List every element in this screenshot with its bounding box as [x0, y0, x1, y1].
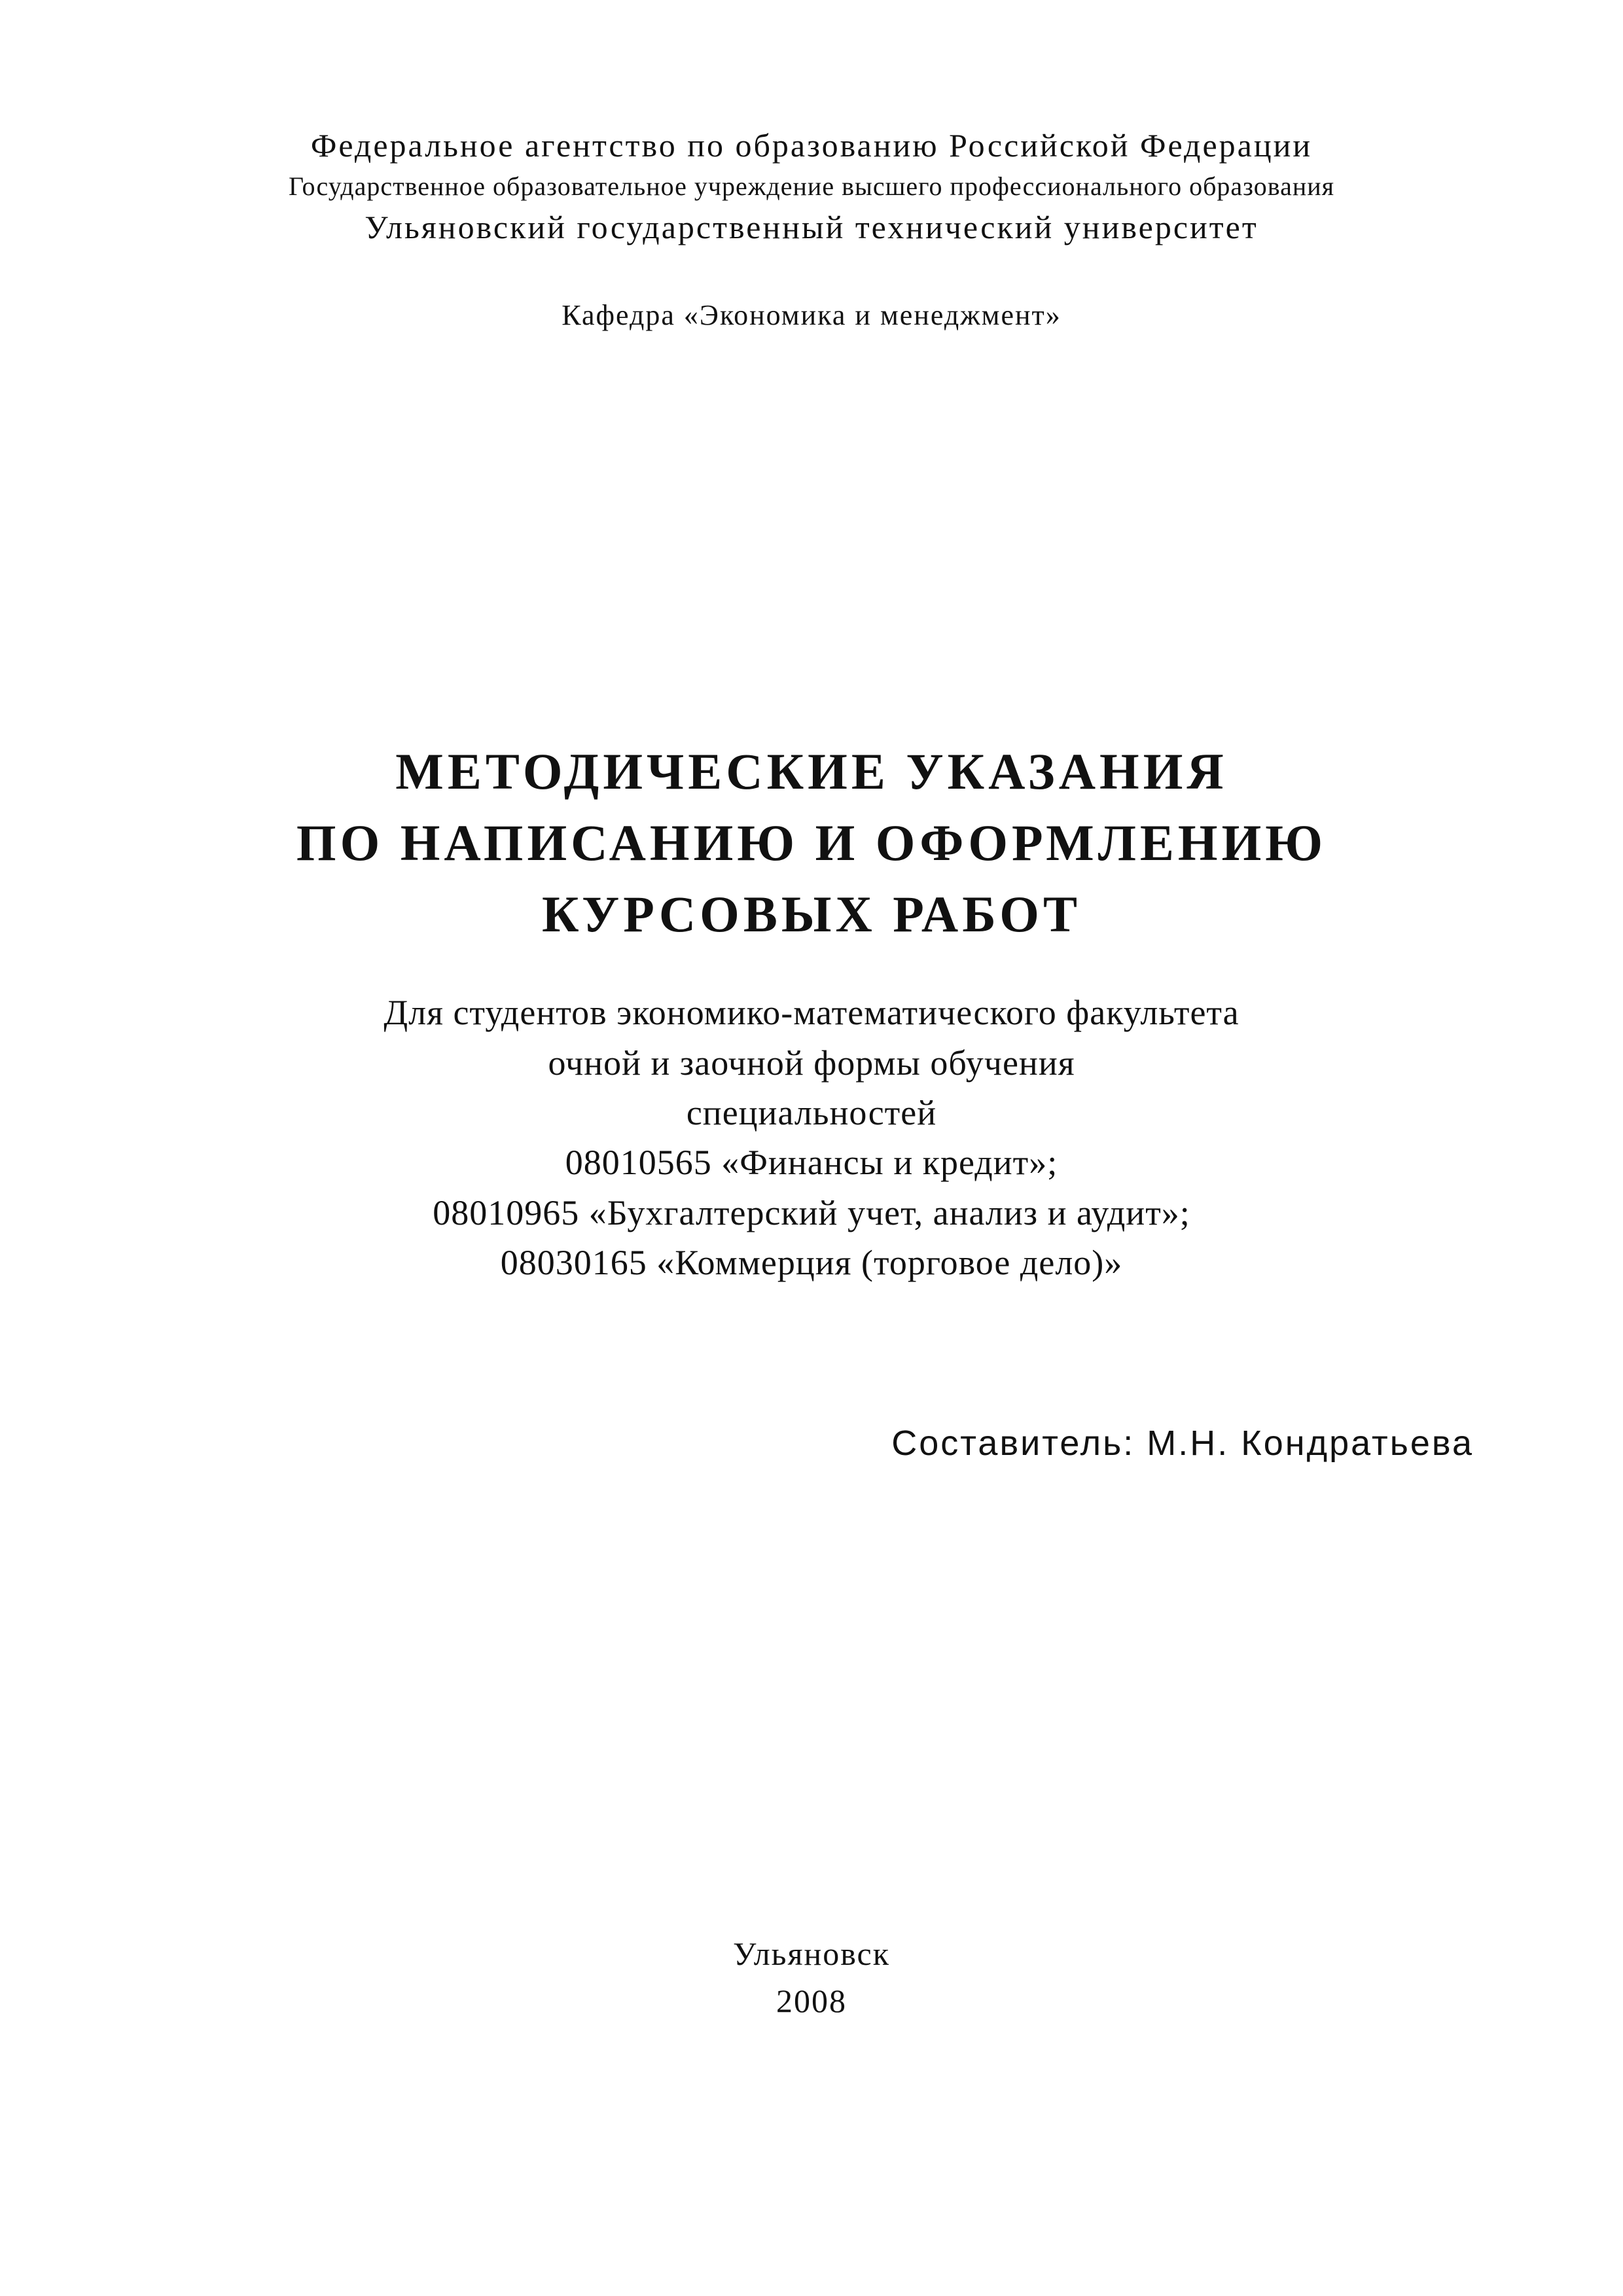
- document-title-line-1: МЕТОДИЧЕСКИЕ УКАЗАНИЯ: [395, 743, 1228, 800]
- specialty-item: 08010965 «Бухгалтерский учет, анализ и аудит»;: [433, 1193, 1190, 1232]
- author-credit: Составитель: М.Н. Кондратьева: [891, 1424, 1474, 1463]
- audience-line-2: очной и заочной формы обучения: [548, 1043, 1075, 1083]
- specialty-item: 08010565 «Финансы и кредит»;: [565, 1143, 1058, 1182]
- university-name: Ульяновский государственный технический университет: [365, 209, 1258, 245]
- document-title-line-3: КУРСОВЫХ РАБОТ: [541, 886, 1081, 942]
- specialty-item: 08030165 «Коммерция (торговое дело)»: [500, 1243, 1123, 1282]
- document-title-line-2: ПО НАПИСАНИЮ И ОФОРМЛЕНИЮ: [296, 814, 1327, 871]
- audience-line-3: специальностей: [686, 1093, 937, 1132]
- publication-city: Ульяновск: [732, 1935, 891, 1972]
- audience-line-1: Для студентов экономико-математического факультета: [383, 993, 1240, 1032]
- publication-year: 2008: [776, 1982, 847, 2019]
- institution-name: Государственное образовательное учреждение высшего профессионального образования: [288, 171, 1335, 201]
- department-name: Кафедра «Экономика и менеджмент»: [562, 299, 1061, 331]
- agency-name: Федеральное агентство по образованию Российской Федерации: [310, 127, 1313, 164]
